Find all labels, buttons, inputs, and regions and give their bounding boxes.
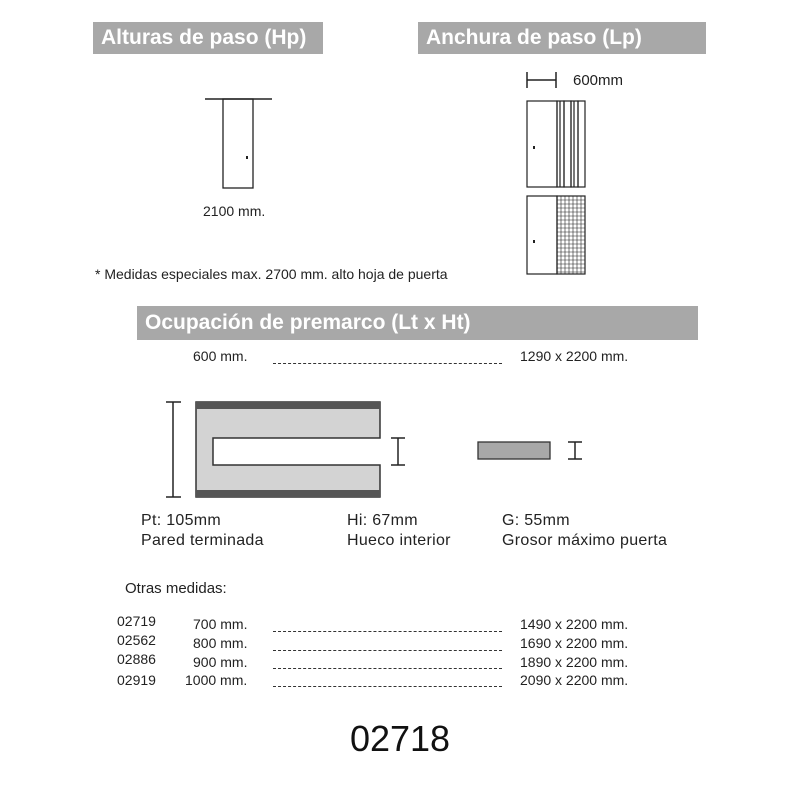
frame-section-drawing bbox=[166, 402, 582, 497]
g-label: G: 55mm bbox=[502, 512, 570, 529]
row-code: 02886 bbox=[117, 651, 156, 667]
row-leader bbox=[273, 650, 502, 651]
hi-label: Hi: 67mm bbox=[347, 512, 418, 529]
pt-label: Pt: 105mm bbox=[141, 512, 222, 529]
row-size: 2090 x 2200 mm. bbox=[520, 672, 629, 688]
special-measures-note: * Medidas especiales max. 2700 mm. alto hoja de puerta bbox=[95, 266, 448, 282]
row-code: 02719 bbox=[117, 613, 156, 629]
row-size: 1490 x 2200 mm. bbox=[520, 616, 629, 632]
height-value: 2100 mm. bbox=[203, 203, 266, 219]
heights-section-title: Alturas de paso (Hp) bbox=[101, 26, 307, 49]
row-width: 700 mm. bbox=[193, 616, 248, 632]
row-code: 02919 bbox=[117, 672, 156, 688]
row-width: 1000 mm. bbox=[185, 672, 248, 688]
pt-description: Pared terminada bbox=[141, 532, 264, 549]
frame-main-width: 600 mm. bbox=[193, 348, 248, 364]
width-dimension-marker bbox=[527, 72, 556, 88]
row-size: 1690 x 2200 mm. bbox=[520, 635, 629, 651]
row-size: 1890 x 2200 mm. bbox=[520, 654, 629, 670]
row-width: 900 mm. bbox=[193, 654, 248, 670]
grid-door-drawing bbox=[527, 196, 585, 274]
other-measures-title: Otras medidas: bbox=[125, 580, 227, 597]
folding-door-drawing bbox=[527, 101, 585, 187]
frame-main-leader bbox=[273, 363, 502, 364]
g-description: Grosor máximo puerta bbox=[502, 532, 668, 549]
width-value: 600mm bbox=[573, 72, 624, 89]
row-leader bbox=[273, 668, 502, 669]
product-code: 02718 bbox=[349, 718, 451, 759]
row-code: 02562 bbox=[117, 632, 156, 648]
width-section-title: Anchura de paso (Lp) bbox=[426, 26, 642, 49]
row-width: 800 mm. bbox=[193, 635, 248, 651]
row-leader bbox=[273, 631, 502, 632]
row-leader bbox=[273, 686, 502, 687]
hi-description: Hueco interior bbox=[347, 532, 451, 549]
height-door-drawing bbox=[205, 99, 272, 188]
frame-main-size: 1290 x 2200 mm. bbox=[520, 348, 629, 364]
frame-section-title: Ocupación de premarco (Lt x Ht) bbox=[145, 311, 471, 334]
